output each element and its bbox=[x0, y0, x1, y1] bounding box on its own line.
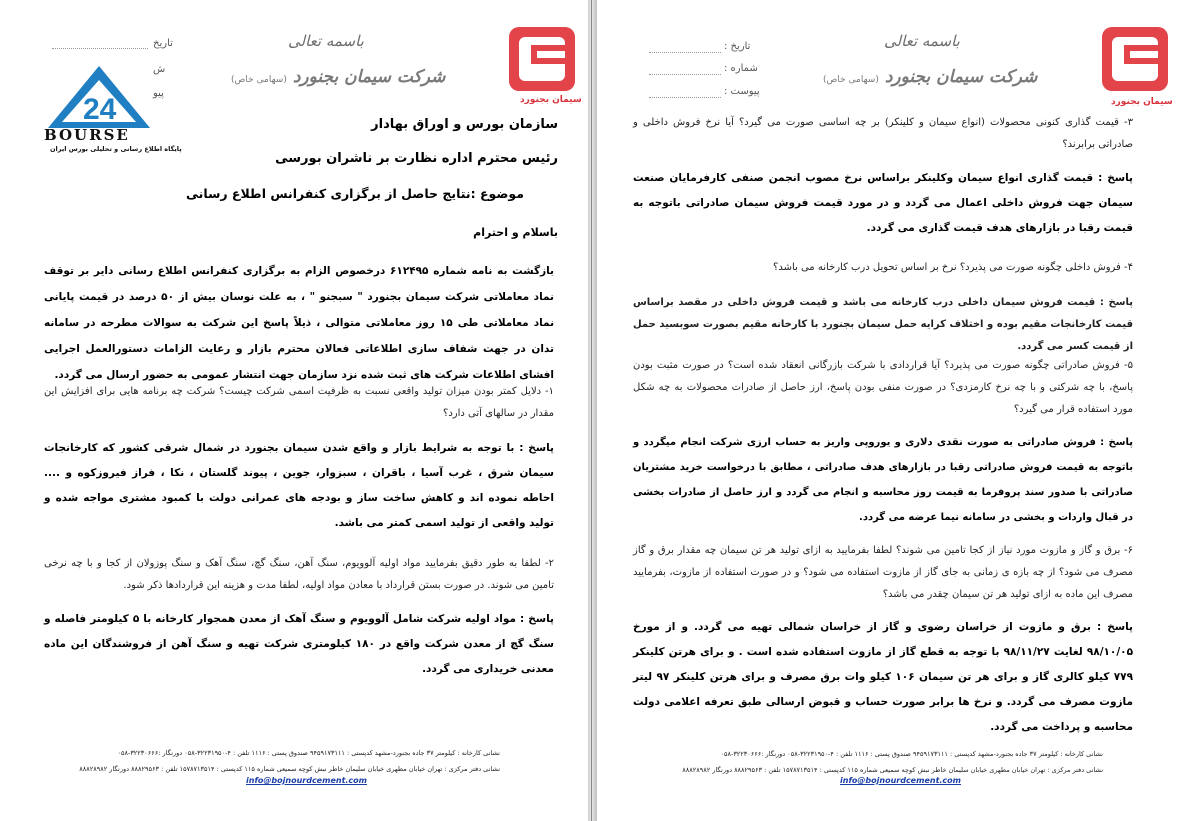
question-6: ۶- برق و گاز و مازوت مورد نیاز از کجا تامین می شوند؟ لطفا بفرمایید به ازای تولید هر تن سیمان چه مقدار برق و گاز مصرف می شود؟ از چه بازه ی زمانی به جای گاز از مازوت استفاده می شود؟ و در صورت استفاده از مازوت، بفرمایید مصرف این ماده به ازای تولید هر تن سیمان چقدر می باشد؟ bbox=[633, 545, 1133, 600]
answer-3: پاسخ : قیمت گذاری انواع سیمان وکلینکر براساس نرخ مصوب انجمن صنفی کارفرمایان صنعت سیمان جهت فروش داخلی اعمال می گردد و در مورد قیمت فروش سیمان صادراتی باتوجه به قیمت رقبا در بازارهای هدف قیمت گذاری می گردد. bbox=[633, 172, 1133, 234]
date-label: تاریخ : bbox=[724, 41, 751, 52]
question-3: ۳- قیمت گذاری کنونی محصولات (انواع سیمان و کلینکر) بر چه اساسی صورت می گیرد؟ آیا نرخ فروش داخلی و صادراتی برابرند؟ bbox=[633, 117, 1133, 150]
footer-office-address: نشانی دفتر مرکزی : تهران خیابان مطهری خیابان سلیمان خاطر نبش کوچه سمیعی شماره ۱۱۵ کدپستی : ۱۵۷۸۷۱۳۵۱۴ تلفن : ۸۸۸۲۹۵۶۳ دورنگار ۸۸۸۲۸۹۸۲ bbox=[682, 766, 1103, 774]
attachment-label: پیو bbox=[153, 88, 164, 99]
footer-email-link[interactable]: info@bojnourdcement.com bbox=[840, 776, 961, 785]
footer-factory-address: نشانی کارخانه : کیلومتر ۳۷ جاده بجنورد-مشهد کدپستی : ۹۴۵۹۱۷۳۱۱۱ صندوق پستی : ۱۱۱۶ تلفن : ۴-۳۲۲۳۱۹۵۰-۰۵۸ دورنگار :۳۲۲۳۰۶۶۶-۰۵۸ bbox=[117, 749, 500, 757]
question-2: ۲- لطفا به طور دقیق بفرمایید مواد اولیه آلوویوم، سنگ آهن، سنگ گچ، سنگ آهک و سنگ پوزولان از کجا و با چه نرخی تامین می شوند. در صورت بستن قرارداد با معادن مواد اولیه، لطفا مدت و هزینه این قراردادها ذکر شود. bbox=[44, 558, 554, 591]
footer-factory-address: نشانی کارخانه : کیلومتر ۳۷ جاده بجنورد-مشهد کدپستی : ۹۴۵۹۱۷۳۱۱۱ صندوق پستی : ۱۱۱۶ تلفن : ۴-۳۲۲۳۱۹۵۰-۰۵۸ دورنگار :۳۲۲۳۰۶۶۶-۰۵۸ bbox=[720, 750, 1103, 758]
bourse-number: 24 bbox=[83, 93, 117, 126]
recipient-line-2: رئیس محترم اداره نظارت بر ناشران بورسی bbox=[275, 151, 558, 166]
company-name: شرکت سیمان بجنورد(سهامی خاص) bbox=[231, 67, 446, 87]
subject-line: موضوع :نتایج حاصل از برگزاری کنفرانس اطلاع رسانی bbox=[186, 186, 524, 201]
header-motto: باسمه تعالی bbox=[288, 32, 364, 50]
bourse-subtitle: پایگاه اطلاع رسانی و تحلیلی بورس ایران bbox=[50, 145, 182, 153]
footer-email-link[interactable]: info@bojnourdcement.com bbox=[246, 776, 367, 785]
answer-1: پاسخ : با توجه به شرایط بازار و واقع شدن سیمان بجنورد در شمال شرقی کشور که کارخانجات سیمان شرق ، غرب آسیا ، باقران ، سبزوار، جوین ، پیوند گلستان ، نکا ، فراز فیروزکوه و .... احاطه نموده اند و کاهش ساخت ساز و بودجه های عمرانی دولت با کمبود مشتری مواجه شده و تولید واقعی از تولید اسمی کمتر می باشد. bbox=[44, 442, 554, 529]
company-name: شرکت سیمان بجنورد(سهامی خاص) bbox=[823, 67, 1038, 87]
logo-caption: سیمان بجنورد bbox=[1111, 97, 1173, 107]
number-label: شماره : bbox=[724, 63, 758, 74]
letter-page-2 bbox=[597, 0, 1193, 821]
company-logo-icon bbox=[509, 27, 575, 91]
header-motto: باسمه تعالی bbox=[884, 32, 960, 50]
answer-2: پاسخ : مواد اولیه شرکت شامل آلوویوم و سنگ آهک از معدن همجوار کارخانه با ۵ کیلومتر فاصله و سنگ گچ از معدن شرکت واقع در ۱۸۰ کیلومتری شرکت تهیه و سنگ آهن از فروشندگان این ماده معدنی خریداری می گردد. bbox=[44, 613, 554, 675]
footer-office-address: نشانی دفتر مرکزی : تهران خیابان مطهری خیابان سلیمان خاطر نبش کوچه سمیعی شماره ۱۱۵ کدپستی : ۱۵۷۸۷۱۳۵۱۴ تلفن : ۸۸۸۲۹۵۶۳ دورنگار ۸۸۸۲۸۹۸۲ bbox=[79, 765, 500, 773]
recipient-line-1: سازمان بورس و اوراق بهادار bbox=[371, 117, 558, 132]
company-logo-icon bbox=[1102, 27, 1168, 91]
bourse-word: BOURSE bbox=[44, 126, 130, 144]
page-gutter bbox=[588, 0, 597, 821]
logo-caption: سیمان بجنورد bbox=[520, 95, 582, 105]
greeting: باسلام و احترام bbox=[473, 226, 558, 239]
date-label: تاریخ bbox=[153, 38, 173, 49]
bourse-triangle-icon bbox=[42, 64, 157, 134]
number-label: ش bbox=[153, 64, 166, 75]
letter-page-1 bbox=[0, 0, 588, 821]
answer-4: پاسخ : قیمت فروش سیمان داخلی درب کارخانه می باشد و قیمت فروش داخلی در مقصد براساس قیمت کارخانجات مقیم بوده و اختلاف کرایه حمل سیمان بجنورد با کارخانه مقیم بصورت سوبسید حمل از قیمت کسر می گردد. bbox=[633, 297, 1133, 352]
question-4: ۴- فروش داخلی چگونه صورت می پذیرد؟ نرخ بر اساس تحویل درب کارخانه می باشد؟ bbox=[773, 262, 1133, 273]
question-1: ۱- دلایل کمتر بودن میزان تولید واقعی نسبت به ظرفیت اسمی شرکت چیست؟ شرکت چه برنامه هایی برای افزایش این مقدار در سالهای آتی دارد؟ bbox=[44, 386, 554, 419]
answer-5: پاسخ : فروش صادراتی به صورت نقدی دلاری و یوروپی واریز به حساب ارزی شرکت انجام میگردد و باتوجه به قیمت فروش صادراتی رقبا در بازارهای هدف صادراتی ، مطابق با درخواست خرید مشتریان صادراتی با صدور سند پروفرما به قیمت روز محاسبه و انجام می گردد و ارز حاصل از صادرات بخشی در قبال واردات و بخشی در سامانه نیما عرضه می گردد. bbox=[633, 437, 1133, 523]
intro-paragraph: بازگشت به نامه شماره ۶۱۲۴۹۵ درخصوص الزام به برگزاری کنفرانس اطلاع رسانی دایر بر توقف نماد معاملاتی شرکت سیمان بجنورد " سبجنو " ، به علت نوسان بیش از ۵۰ درصد در قیمت پایانی نماد معاملاتی طی ۱۵ روز معاملاتی متوالی ، ذیلاً پاسخ این شرکت به سوالات مطرحه در سامانه تدان در جهت شفاف سازی اطلاعاتی فعالان محترم بازار و رعایت الزامات دستورالعمل اجرایی افشای اطلاعات شرکت های ثبت شده نزد سازمان جهت انتشار عمومی به حضور ارسال می گردد. bbox=[44, 265, 555, 381]
attachment-label: پیوست : bbox=[724, 86, 760, 97]
question-5: ۵- فروش صادراتی چگونه صورت می پذیرد؟ آیا قراردادی با شرکت بازرگانی انعقاد شده است؟ در صورت مثبت بودن پاسخ، با چه شرکتی و با چه نرخ کارمزدی؟ در صورت منفی بودن پاسخ، ارز حاصل از صادرات محصولات به چه شکل مورد استفاده قرار می گیرد؟ bbox=[633, 360, 1133, 415]
answer-6: پاسخ : برق و مازوت از خراسان رضوی و گاز از خراسان شمالی تهیه می گردد. و از مورخ ۹۸/۱۰/۰۵ لغایت ۹۸/۱۱/۲۷ با توجه به قطع گاز از مازوت استفاده شده است . و برای هرتن کلینکر ۷۷۹ کیلو کالری گاز و برای هر تن سیمان ۱۰۶ کیلو وات برق مصرف و برای هرتن کلینکر ۹۷ لیتر مازوت مصرف می گردد. و نرخ ها برابر صورت حساب و قبوض ارسالی طبق تعرفه اعلامی دولت محاسبه و پرداخت می گردد. bbox=[633, 621, 1133, 733]
